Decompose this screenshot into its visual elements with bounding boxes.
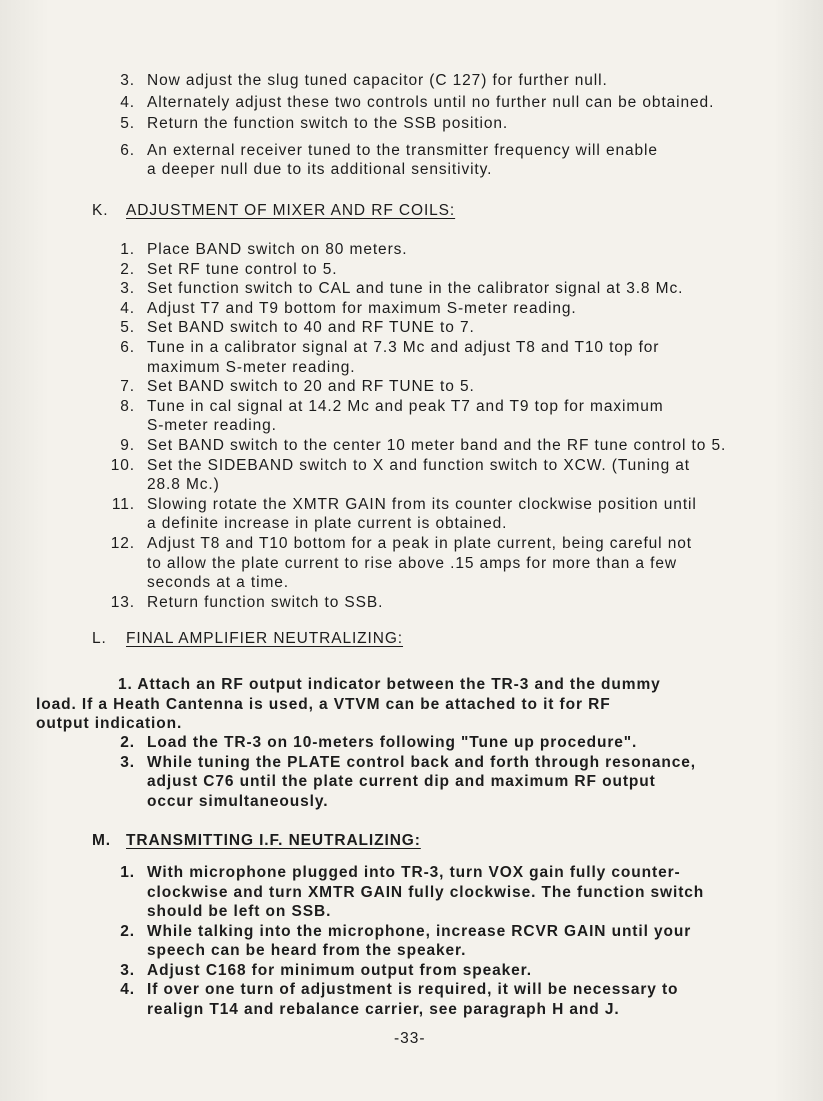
step-text: 28.8 Mc.) <box>147 476 220 494</box>
paragraph-line: output indication. <box>36 715 183 732</box>
step-number: 5. <box>120 319 135 337</box>
step-number: 7. <box>120 378 135 396</box>
step-number: 13. <box>110 593 135 611</box>
step-number: 3. <box>120 961 135 979</box>
step-text: Set BAND switch to 20 and RF TUNE to 5. <box>147 378 475 396</box>
paragraph-line: load. If a Heath Cantenna is used, a VTVM can be attached to it for RF <box>36 695 611 713</box>
step-text: Set RF tune control to 5. <box>147 260 338 278</box>
step-text: Adjust T7 and T9 bottom for maximum S-meter reading. <box>147 299 577 317</box>
step-number: 9. <box>120 437 135 454</box>
step-number: 12. <box>110 535 135 552</box>
step-number: 3. <box>120 753 135 771</box>
step-number: 4. <box>120 299 135 317</box>
step-number: 11. <box>111 495 135 513</box>
step-number: 1. <box>120 864 135 881</box>
step-text: While tuning the PLATE control back and forth through resonance, <box>147 753 697 771</box>
step-text: Place BAND switch on 80 meters. <box>147 241 408 258</box>
step-text: An external receiver tuned to the transmitter frequency will enable <box>147 141 658 159</box>
step-number: 6. <box>120 339 135 356</box>
step-text: Tune in cal signal at 14.2 Mc and peak T7 and T9 top for maximum <box>147 397 664 415</box>
section-l-heading <box>92 630 403 648</box>
section-m-title: TRANSMITTING I.F. NEUTRALIZING: <box>126 832 421 849</box>
step-number: 3. <box>120 280 135 298</box>
step-number: 8. <box>120 397 135 415</box>
step-text: While talking into the microphone, increase RCVR GAIN until your <box>147 922 692 940</box>
section-l-letter: L. <box>92 630 107 647</box>
step-text: to allow the plate current to rise above .15 amps for more than a few <box>147 554 677 572</box>
step-text: Set function switch to CAL and tune in the calibrator signal at 3.8 Mc. <box>147 280 684 298</box>
paragraph-line: 1. Attach an RF output indicator between the TR-3 and the dummy <box>118 676 661 693</box>
step-text: clockwise and turn XMTR GAIN fully clockwise. The function switch <box>147 883 705 901</box>
step-text: Now adjust the slug tuned capacitor (C 127) for further null. <box>147 72 608 89</box>
step-text: Slowing rotate the XMTR GAIN from its counter clockwise position until <box>147 495 697 513</box>
step-text: maximum S-meter reading. <box>147 358 356 376</box>
step-text: Return the function switch to the SSB position. <box>147 115 509 132</box>
step-text: Set BAND switch to the center 10 meter band and the RF tune control to 5. <box>147 437 727 454</box>
section-m-heading <box>92 832 421 850</box>
step-text: Alternately adjust these two controls until no further null can be obtained. <box>147 93 715 111</box>
section-m-letter: M. <box>92 832 112 849</box>
step-number: 1. <box>120 241 135 258</box>
step-text: speech can be heard from the speaker. <box>147 942 467 959</box>
step-text: Set BAND switch to 40 and RF TUNE to 7. <box>147 319 475 337</box>
step-text: If over one turn of adjustment is required, it will be necessary to <box>147 981 679 998</box>
step-text: seconds at a time. <box>147 574 289 592</box>
step-text: Adjust T8 and T10 bottom for a peak in plate current, being careful not <box>147 535 692 552</box>
step-number: 10. <box>110 456 135 474</box>
section-k-title: ADJUSTMENT OF MIXER AND RF COILS: <box>126 202 456 219</box>
step-text: adjust C76 until the plate current dip and maximum RF output <box>147 773 656 791</box>
step-text: Tune in a calibrator signal at 7.3 Mc and adjust T8 and T10 top for <box>147 339 660 356</box>
step-text: a deeper null due to its additional sensitivity. <box>147 161 493 178</box>
step-text: S-meter reading. <box>147 417 277 435</box>
section-l-title: FINAL AMPLIFIER NEUTRALIZING: <box>126 630 404 647</box>
step-text: With microphone plugged into TR-3, turn VOX gain fully counter- <box>147 864 681 881</box>
step-number: 5. <box>120 115 135 132</box>
step-number: 2. <box>120 260 135 278</box>
step-text: Adjust C168 for minimum output from speaker. <box>147 961 532 979</box>
page-number: -33- <box>394 1030 426 1047</box>
step-text: realign T14 and rebalance carrier, see paragraph H and J. <box>147 1000 620 1018</box>
step-text: should be left on SSB. <box>147 903 332 920</box>
section-k-letter: K. <box>92 202 109 219</box>
section-k-heading <box>92 202 455 220</box>
step-number: 3. <box>120 72 135 89</box>
step-number: 2. <box>120 734 135 751</box>
step-number: 4. <box>120 981 135 998</box>
step-number: 4. <box>120 93 135 111</box>
step-text: occur simultaneously. <box>147 792 329 810</box>
step-text: Return function switch to SSB. <box>147 593 384 611</box>
step-number: 2. <box>120 922 135 940</box>
step-text: a definite increase in plate current is obtained. <box>147 515 508 533</box>
step-number: 6. <box>120 141 135 159</box>
step-text: Load the TR-3 on 10-meters following "Tune up procedure". <box>147 734 638 751</box>
step-text: Set the SIDEBAND switch to X and function switch to XCW. (Tuning at <box>147 456 691 474</box>
